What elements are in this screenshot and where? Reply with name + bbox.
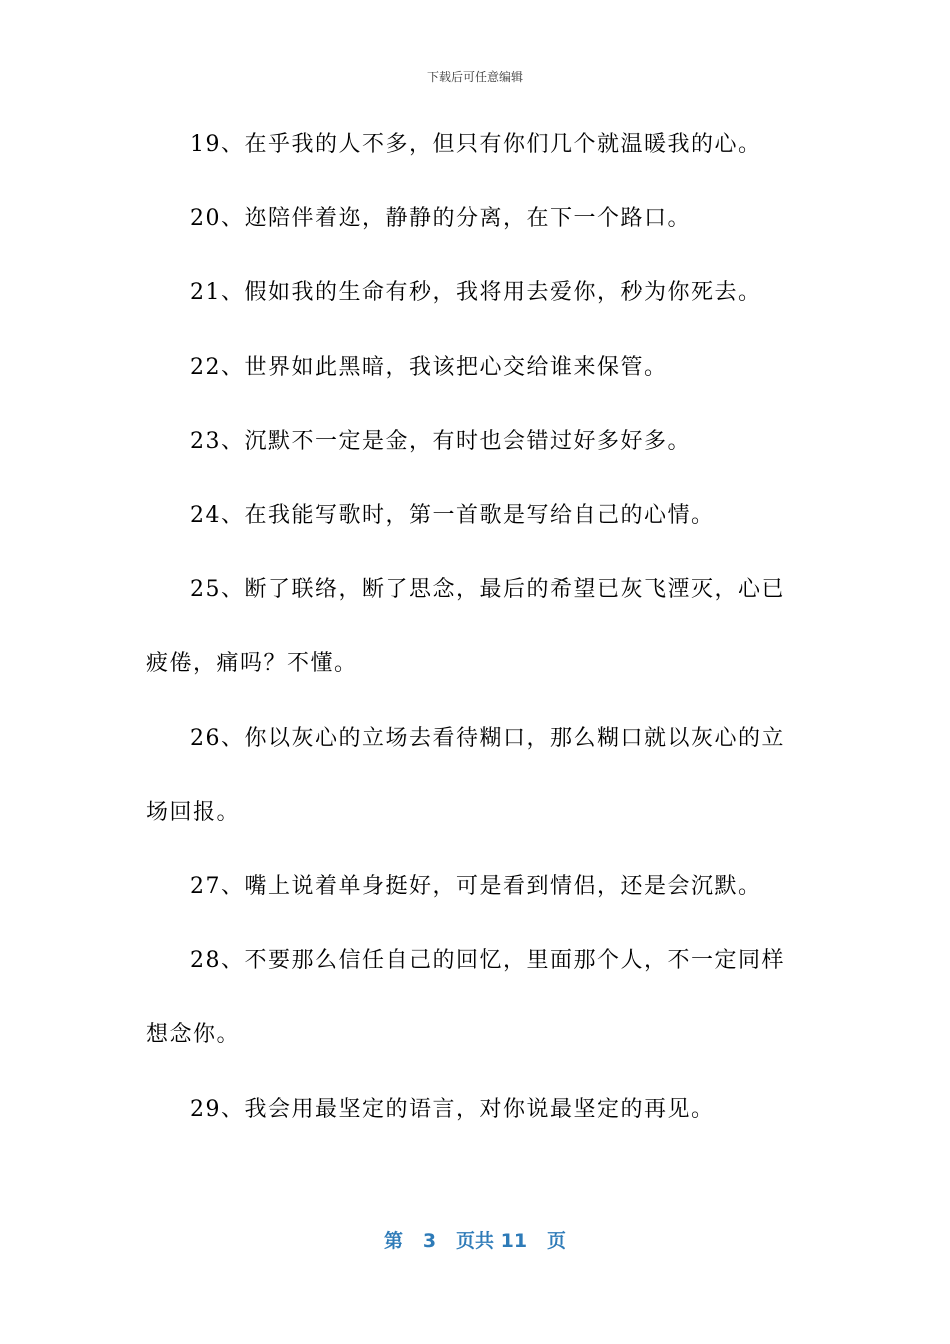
footer-middle: 页共: [456, 1230, 495, 1252]
paragraph-28: 28、不要那么信任自己的回忆，里面那个人，不一定同样想念你。: [146, 948, 785, 1048]
paragraph-20: 20、迩陪伴着迩，静静的分离，在下一个路口。: [190, 206, 691, 232]
paragraph-29: 29、我会用最坚定的语言，对你说最坚定的再见。: [190, 1096, 715, 1122]
page-number-footer: [0, 1226, 950, 1253]
footer-prefix: 第: [384, 1230, 404, 1252]
footer-total-pages: 11: [500, 1230, 528, 1252]
paragraph-21: 21、假如我的生命有秒，我将用去爱你，秒为你死去。: [190, 280, 762, 306]
paragraph-23: 23、沉默不一定是金，有时也会错过好多好多。: [190, 428, 691, 454]
paragraph-25: 25、断了联络，断了思念，最后的希望已灰飞湮灭，心已疲倦，痛吗？不懂。: [146, 577, 785, 677]
document-body: [146, 108, 796, 1147]
paragraph-26: 26、你以灰心的立场去看待糊口，那么糊口就以灰心的立场回报。: [146, 725, 785, 825]
paragraph-22: 22、世界如此黑暗，我该把心交给谁来保管。: [190, 354, 668, 380]
footer-suffix: 页: [546, 1230, 566, 1252]
paragraph-19: 19、在乎我的人不多，但只有你们几个就温暖我的心。: [190, 132, 762, 157]
download-note: 下载后可任意编辑: [426, 70, 523, 84]
footer-current-page: 3: [422, 1230, 437, 1252]
paragraph-24: 24、在我能写歌时，第一首歌是写给自己的心情。: [190, 503, 715, 529]
paragraph-27: 27、嘴上说着单身挺好，可是看到情侣，还是会沉默。: [190, 874, 762, 900]
